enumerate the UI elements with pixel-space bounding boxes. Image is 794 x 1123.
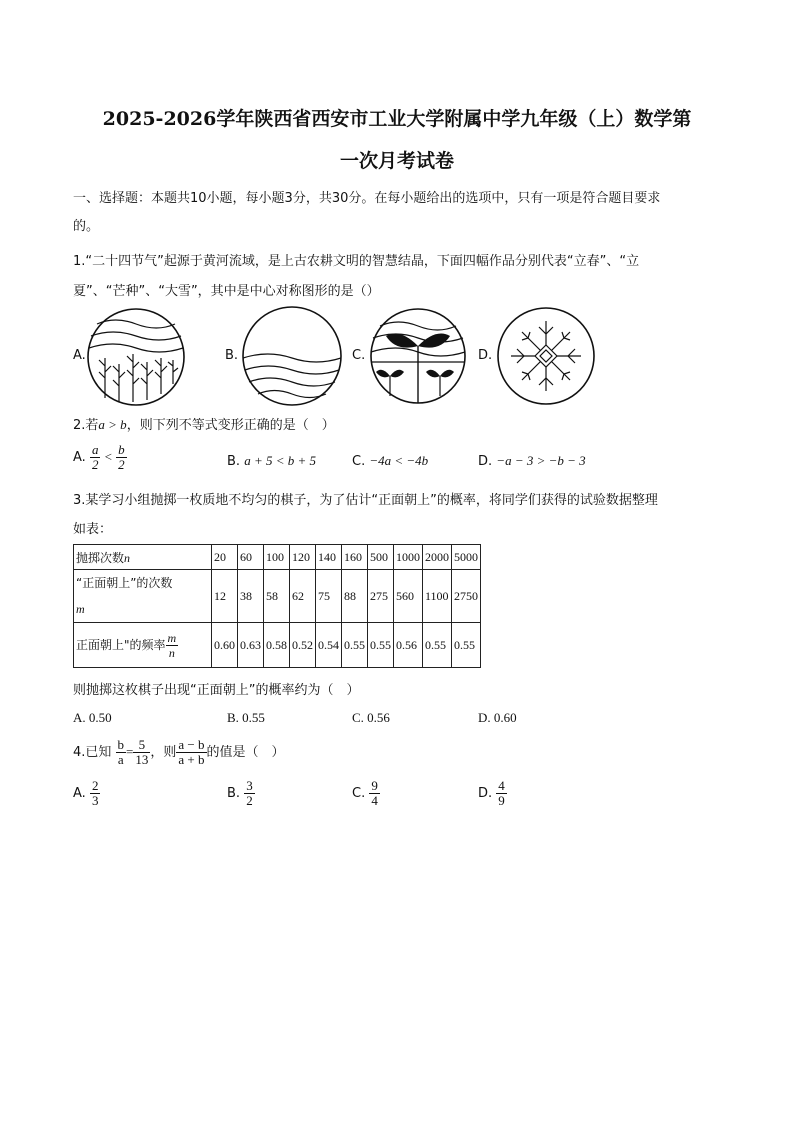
table-row-frequency xyxy=(74,623,481,668)
q2-option-a-label: A. xyxy=(73,450,86,465)
frac-numerator: 9 xyxy=(371,778,378,793)
q4-option-d xyxy=(478,779,507,808)
q4-frac-expression xyxy=(176,738,206,767)
table-cell: 0.55 xyxy=(342,623,368,668)
section-instructions-line1: 一、选择题：本题共10小题，每小题3分，共30分。在每小题给出的选项中，只有一项是符合题目要求 xyxy=(73,191,661,206)
frac-denominator: 2 xyxy=(246,793,253,808)
q2-option-d xyxy=(478,453,586,469)
table-cell: 58 xyxy=(264,570,290,623)
row-label: 正面朝上"的频率 xyxy=(76,637,166,652)
q1-figure-a-wheat-icon xyxy=(85,306,187,408)
frac-numerator: 5 xyxy=(133,738,150,753)
q2-option-c-expr: −4a < −4b xyxy=(369,453,429,468)
table-row-m xyxy=(74,570,481,623)
q2-condition: a > b xyxy=(98,417,127,432)
q2-option-c-label: C. xyxy=(352,454,366,469)
table-cell: 2750 xyxy=(452,570,481,623)
q4-option-d-frac xyxy=(496,779,507,808)
table-cell: 75 xyxy=(316,570,342,623)
q3-option-d: D. 0.60 xyxy=(478,710,517,725)
q2-suffix: ，则下列不等式变形正确的是（ ） xyxy=(126,418,335,433)
q1-text-line1: 1.“二十四节气”起源于黄河流域，是上古农耕文明的智慧结晶，下面四幅作品分别代表“立春”、“立 xyxy=(73,254,640,269)
q4-frac-b-over-a xyxy=(116,738,127,767)
q1-figure-b-waves-icon xyxy=(240,304,344,408)
table-cell: 2000 xyxy=(423,545,452,570)
table-cell: 38 xyxy=(238,570,264,623)
table-cell: 500 xyxy=(368,545,394,570)
table-cell: 0.52 xyxy=(290,623,316,668)
q2-option-b-expr: a + 5 < b + 5 xyxy=(244,453,317,468)
frac-denominator: 4 xyxy=(371,793,378,808)
frac-denominator: 9 xyxy=(498,793,505,808)
frac-denominator: a + b xyxy=(178,752,205,767)
q4-option-a-label: A. xyxy=(73,786,86,801)
q1-option-d-label: D. xyxy=(478,348,493,363)
table-cell: 0.60 xyxy=(212,623,238,668)
frac-denominator: 3 xyxy=(91,793,99,808)
q4-option-a xyxy=(73,779,100,808)
exam-title-line2: 一次月考试卷 xyxy=(339,150,454,172)
q1-option-b-label: B. xyxy=(225,348,239,363)
section-instructions-line2: 的。 xyxy=(73,219,100,234)
frac-denominator: a xyxy=(117,752,124,767)
q4-option-b xyxy=(227,779,255,808)
frac-denominator: 2 xyxy=(118,457,125,472)
q4-option-c-frac xyxy=(369,779,380,808)
q2-text xyxy=(73,414,335,433)
table-cell: 0.58 xyxy=(264,623,290,668)
table-cell: 160 xyxy=(342,545,368,570)
table-cell: 20 xyxy=(212,545,238,570)
q4-option-d-label: D. xyxy=(478,786,493,801)
table-cell: 1100 xyxy=(423,570,452,623)
q2-option-a-frac2 xyxy=(116,443,127,472)
q2-option-d-expr: −a − 3 > −b − 3 xyxy=(496,453,586,468)
q4-equals: = xyxy=(126,744,134,759)
q2-option-a-operator: < xyxy=(104,449,112,464)
table-cell: 100 xyxy=(264,545,290,570)
q4-suffix: 的值是（ ） xyxy=(206,745,285,760)
exam-title-line1: 2025-2026学年陕西省西安市工业大学附属中学九年级（上）数学第 xyxy=(102,108,692,130)
q4-prefix: 4.已知 xyxy=(73,745,112,760)
q3-option-c: C. 0.56 xyxy=(352,710,390,725)
row-var: m xyxy=(76,602,85,616)
q3-option-b: B. 0.55 xyxy=(227,710,265,725)
q1-option-c-label: C. xyxy=(352,348,366,363)
table-cell: 0.54 xyxy=(316,623,342,668)
q2-option-d-label: D. xyxy=(478,454,493,469)
table-cell: 0.63 xyxy=(238,623,264,668)
frac-numerator: b xyxy=(117,737,125,752)
q2-option-a-frac1 xyxy=(90,443,101,472)
q2-option-a xyxy=(73,443,127,472)
frac-numerator: a − b xyxy=(178,737,205,752)
q4-frac-5-over-13 xyxy=(133,738,150,767)
table-cell: 62 xyxy=(290,570,316,623)
q1-text-line2: 夏”、“芒种”、“大雪”，其中是中心对称图形的是（） xyxy=(73,284,380,299)
frac-numerator: 3 xyxy=(246,778,253,793)
q3-text-line1: 3.某学习小组抛掷一枚质地不均匀的棋子，为了估计“正面朝上”的概率，将同学们获得的试验数据整理 xyxy=(73,493,658,508)
table-cell: 0.55 xyxy=(368,623,394,668)
frac-numerator: m xyxy=(167,630,177,645)
table-header-n xyxy=(74,545,212,570)
q1-figure-c-sprout-icon xyxy=(368,306,468,406)
table-cell: 0.55 xyxy=(423,623,452,668)
q4-option-a-frac xyxy=(90,779,101,808)
table-row-n xyxy=(74,545,481,570)
q2-option-c xyxy=(352,453,428,469)
frac-numerator: a xyxy=(91,442,99,457)
frac-numerator: 2 xyxy=(91,778,99,793)
row-label: “正面朝上”的次数 xyxy=(76,576,173,590)
table-cell: 0.55 xyxy=(452,623,481,668)
table-cell: 60 xyxy=(238,545,264,570)
q4-option-b-label: B. xyxy=(227,786,241,801)
table-cell: 275 xyxy=(368,570,394,623)
table-cell: 1000 xyxy=(394,545,423,570)
table-cell: 140 xyxy=(316,545,342,570)
row-label: 抛掷次数 xyxy=(76,550,125,565)
table-cell: 0.56 xyxy=(394,623,423,668)
q4-mid: ，则 xyxy=(150,745,177,760)
q3-text-line2: 如表： xyxy=(73,522,113,537)
table-cell: 5000 xyxy=(452,545,481,570)
q3-question: 则抛掷这枚棋子出现“正面朝上”的概率约为（ ） xyxy=(73,683,360,698)
frac-denominator: n xyxy=(168,645,175,660)
q4-option-b-frac xyxy=(244,779,255,808)
q1-figure-d-snowflake-icon xyxy=(495,305,597,407)
q2-prefix: 2.若 xyxy=(73,418,99,433)
table-cell: 560 xyxy=(394,570,423,623)
q4-option-c xyxy=(352,779,380,808)
row-var: n xyxy=(124,550,131,565)
q4-text xyxy=(73,738,285,767)
frequency-frac xyxy=(166,631,179,660)
table-cell: 12 xyxy=(212,570,238,623)
q4-option-c-label: C. xyxy=(352,786,366,801)
frac-denominator: 2 xyxy=(91,457,99,472)
q3-option-a: A. 0.50 xyxy=(73,710,112,725)
table-cell: 88 xyxy=(342,570,368,623)
q1-option-a-label: A. xyxy=(73,348,86,363)
q2-option-b xyxy=(227,453,316,469)
frac-numerator: 4 xyxy=(498,778,505,793)
q3-data-table xyxy=(73,544,481,668)
table-header-frequency xyxy=(74,623,212,668)
table-header-m xyxy=(74,570,212,623)
frac-numerator: b xyxy=(118,442,125,457)
q2-option-b-label: B. xyxy=(227,454,241,469)
frac-denominator: 13 xyxy=(135,752,149,767)
table-cell: 120 xyxy=(290,545,316,570)
